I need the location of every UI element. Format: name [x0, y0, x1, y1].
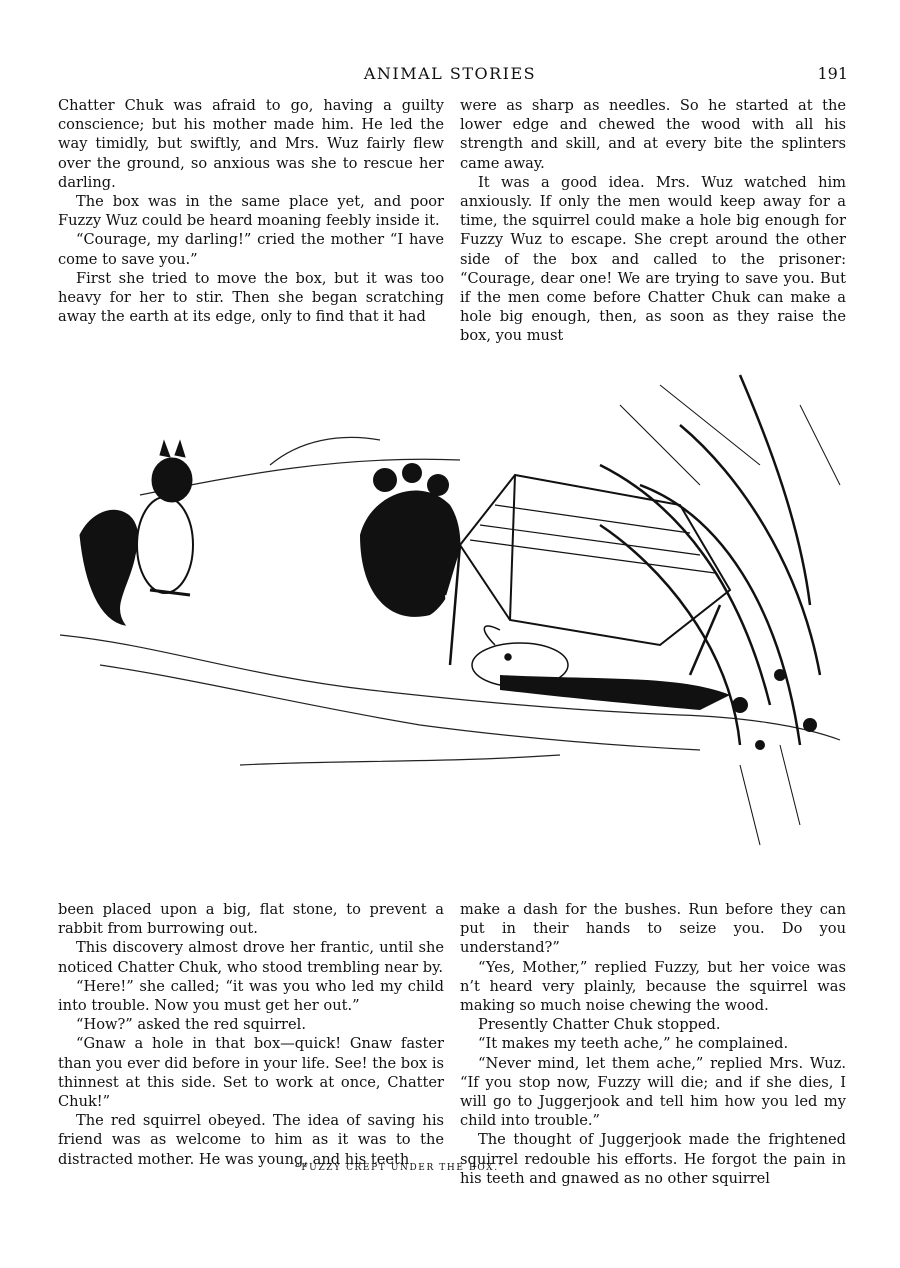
running-header: ANIMAL STORIES — [363, 64, 537, 83]
paragraph: make a dash for the bushes. Run before they can put in their hands to seize you. Do you understand?” — [460, 901, 846, 957]
paragraph: This discovery almost drove her frantic, until she noticed Chatter Chuk, who stood trembling near by. — [58, 939, 444, 976]
paragraph: It was a good idea. Mrs. Wuz watched him anxiously. If only the men would keep away for a time, the squirrel could make a hole big enough for Fuzzy Wuz to escape. She crept around the other side of the box and called to the prisoner: “Courage, dear one! We are trying to save you. But if the men come before Chatter Chuk can make a hole big enough, then, as soon as they raise the box, you must — [460, 173, 846, 345]
text-column-bottom-left — [58, 900, 444, 1169]
shadow — [500, 675, 730, 710]
squirrel-figure — [80, 441, 193, 625]
paragraph: “It makes my teeth ache,” he complained. — [478, 1035, 789, 1053]
paragraph: “Yes, Mother,” replied Fuzzy, but her voice was n’t heard very plainly, because the squirrel was making so much noise chewing the wood. — [460, 958, 846, 1015]
paragraph: “Here!” she called; “it was you who led my child into trouble. Now you must get her out.” — [58, 977, 444, 1015]
flowers — [732, 669, 817, 750]
page-number: 191 — [817, 64, 848, 83]
paragraph: were as sharp as needles. So he started at the lower edge and chewed the wood with all his strength and skill, and at every bite the splinters came away. — [460, 97, 846, 172]
paragraph: Chatter Chuk was afraid to go, having a guilty conscience; but his mother made him. He led the way timidly, but swiftly, and Mrs. Wuz fairly flew over the ground, so anxious was she to rescue her darling. — [58, 97, 444, 191]
text-column-top-left — [58, 96, 444, 326]
paragraph: First she tried to move the box, but it was too heavy for her to stir. Then she began scratching away the earth at its edge, only to find that it had — [58, 269, 444, 326]
paragraph: The red squirrel obeyed. The idea of saving his friend was as welcome to him as it was to the distracted mother. He was young, and his teeth — [58, 1112, 444, 1168]
paragraph: “Courage, my darling!” cried the mother “I have come to save you.” — [58, 231, 444, 268]
paragraph: The thought of Juggerjook made the frightened squirrel redouble his efforts. He forgot the pain in his teeth and gnawed as no other squirrel — [460, 1131, 846, 1187]
paragraph: The box was in the same place yet, and poor Fuzzy Wuz could be heard moaning feebly inside it. — [58, 193, 444, 230]
paragraph: “Gnaw a hole in that box—quick! Gnaw faster than you ever did before in your life. See! the box is thinnest at this side. Set to work at once, Chatter Chuk!” — [58, 1035, 444, 1111]
paragraph: been placed upon a big, flat stone, to prevent a rabbit from burrowing out. — [58, 901, 444, 938]
paragraph: Presently Chatter Chuk stopped. — [478, 1016, 721, 1034]
paragraph: “Never mind, let them ache,” replied Mrs. Wuz. “If you stop now, Fuzzy will die; and if she dies, I will go to Juggerjook and tell him how you led my child into trouble.” — [460, 1054, 846, 1130]
text-column-bottom-right — [460, 900, 846, 1188]
illustration-caption: “FUZZY CREPT UNDER THE BOX.” — [295, 1163, 505, 1173]
illustration-drawing — [40, 345, 860, 890]
text-column-top-right — [460, 96, 846, 346]
paragraph: “How?” asked the red squirrel. — [76, 1016, 306, 1034]
